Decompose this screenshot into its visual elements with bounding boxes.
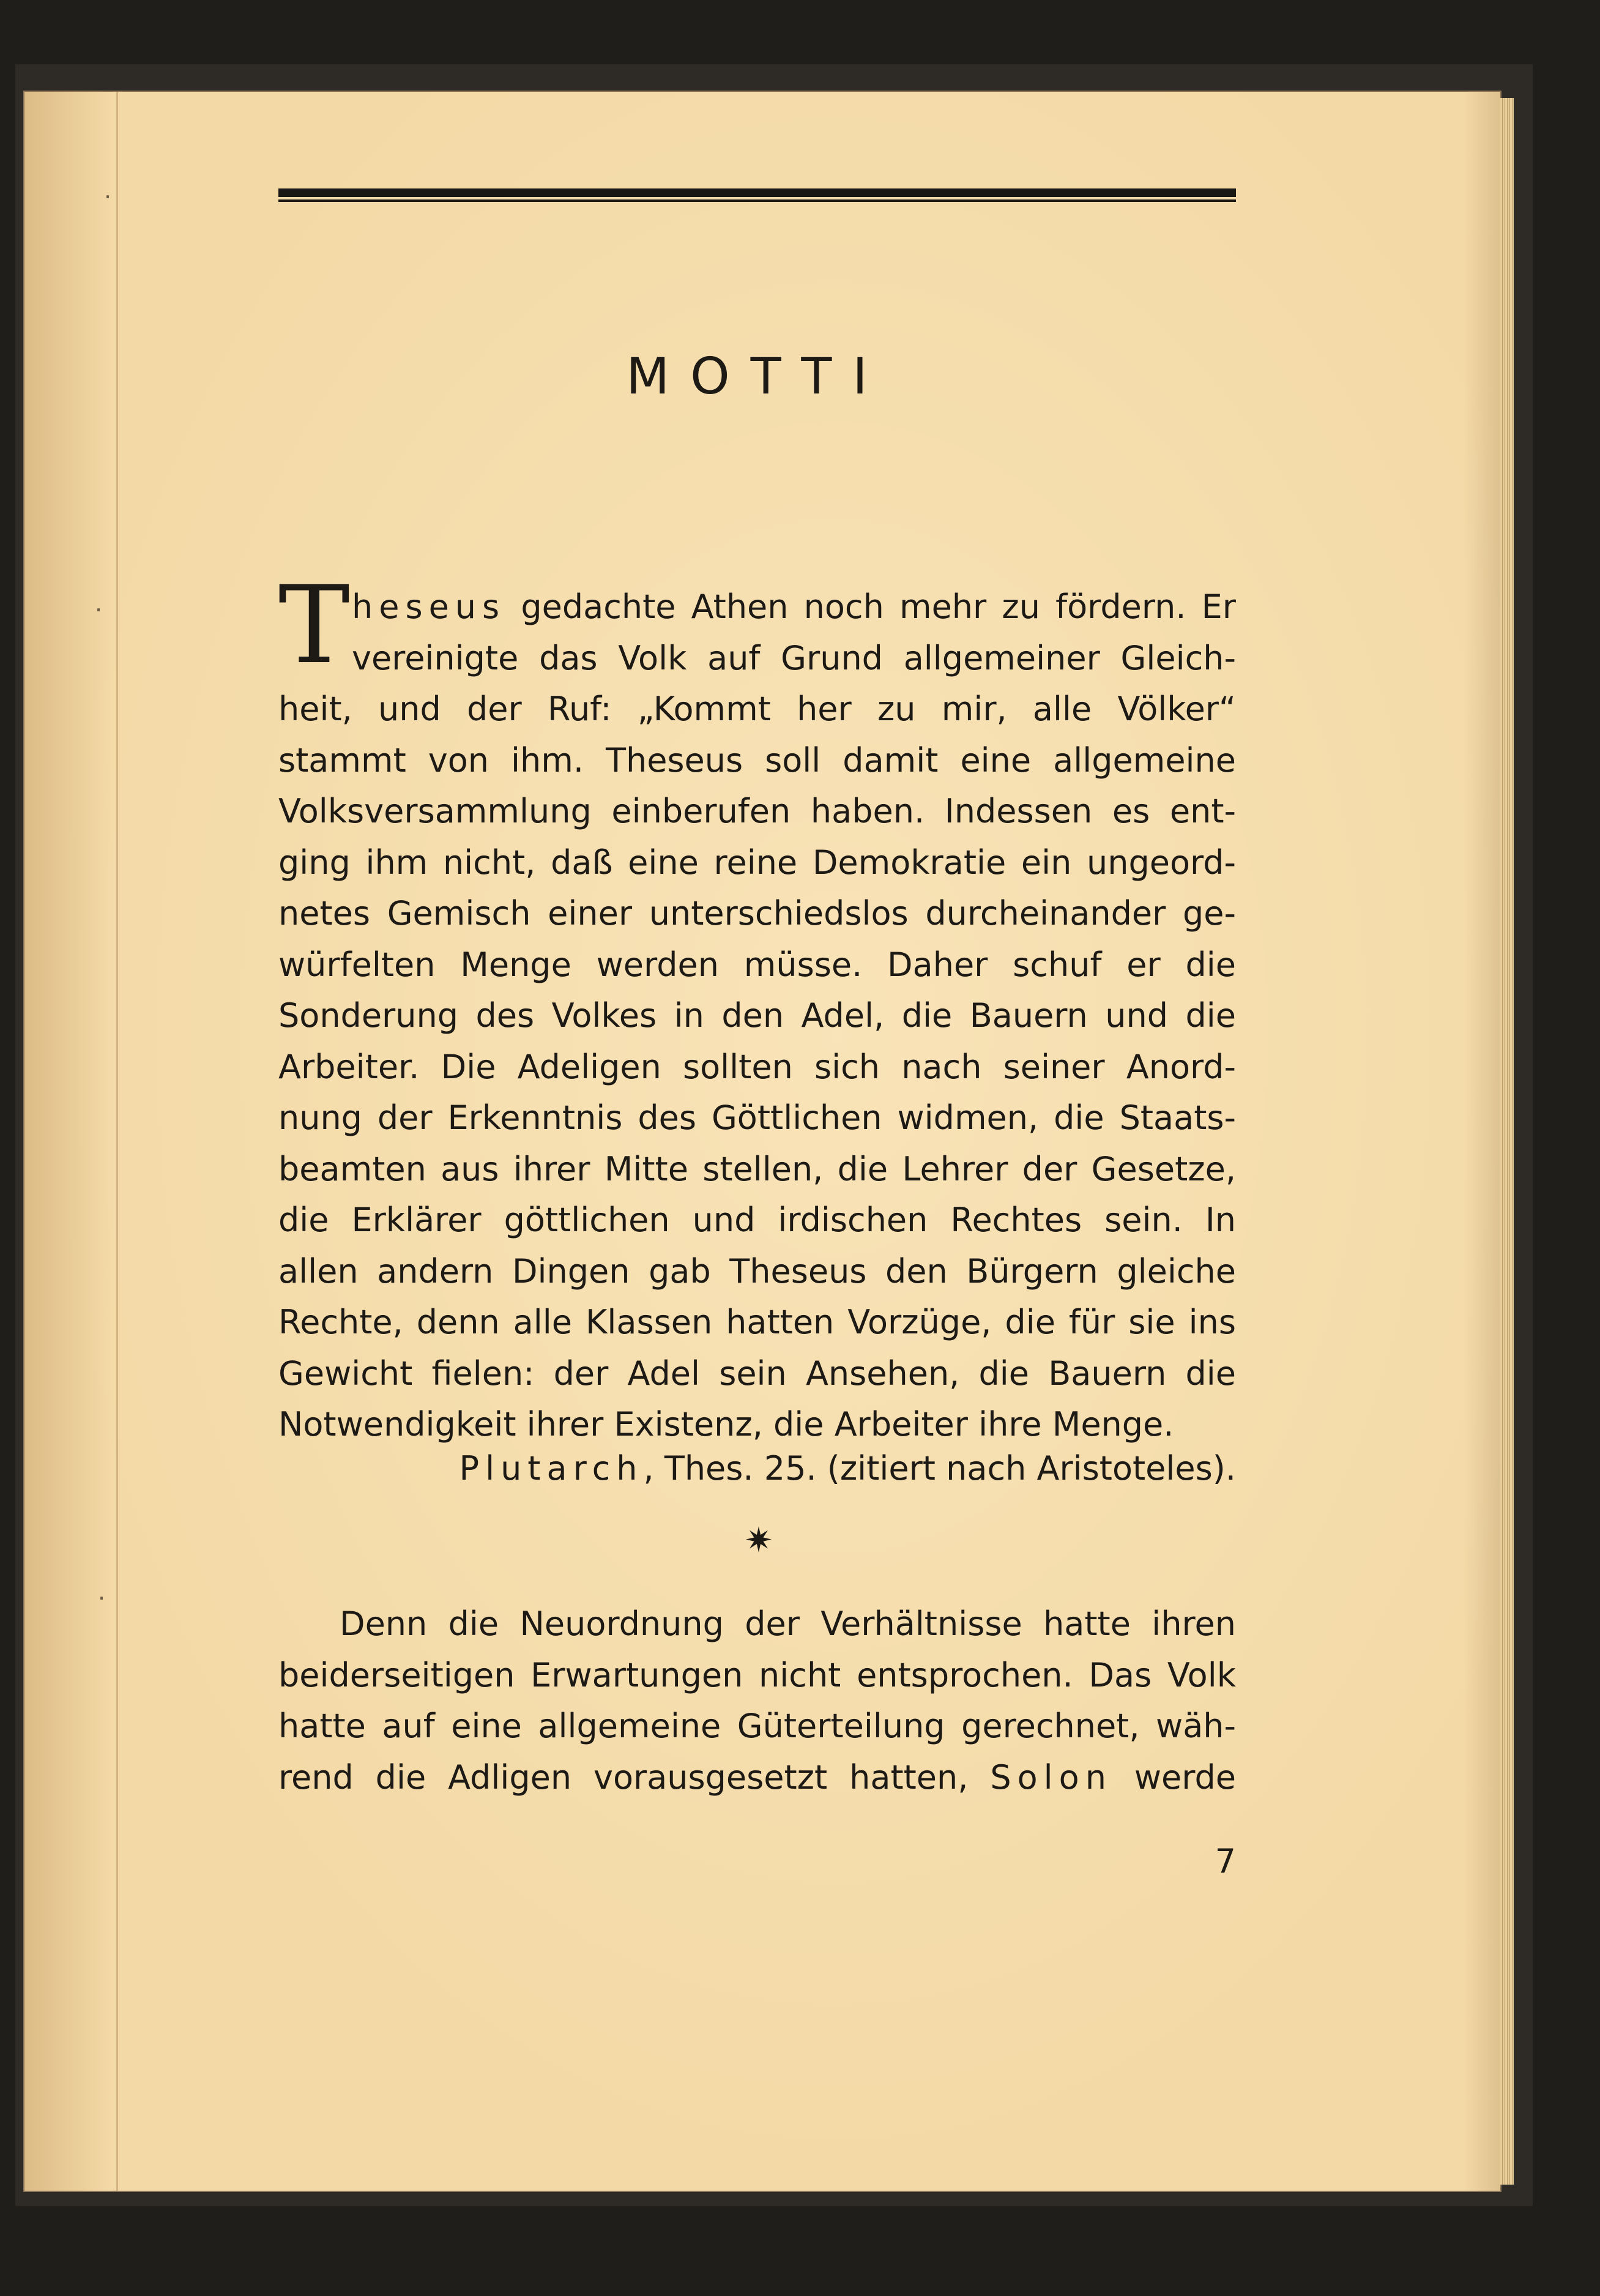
gutter-fold [116,92,118,2191]
rule-thin [278,199,1236,202]
text-line: ging ihm nicht, daß eine reine Demokratie ein ungeord- [278,843,1236,882]
text-line [278,1752,1236,1803]
page-title: MOTTI [626,348,888,406]
spaced-word: heseus [352,587,506,626]
quote-solon [278,1598,1236,1803]
text-line: beamten aus ihrer Mitte stellen, die Lehrer der Gesetze, [278,1149,1236,1188]
line-text: rend die Adligen vorausgesetzt hatten, [278,1757,969,1797]
text-line: Denn die Neuordnung der Verhältnisse hatte ihren [340,1605,1236,1643]
margin-mark: · [95,597,103,624]
text-line: Rechte, denn alle Klassen hatten Vorzüge, die für sie ins [278,1303,1236,1341]
spaced-name: Solon [990,1757,1112,1797]
text-line: heit, und der Ruf: „Kommt her zu mir, alle Völker“ [278,690,1236,728]
rule-thick [278,188,1236,197]
star-separator-icon: ✷ [744,1521,773,1560]
text-line: Sonderung des Volkes in den Adel, die Bauern und die [278,996,1236,1035]
text-line: würfelten Menge werden müsse. Daher schuf er die [278,945,1236,984]
text-line: nung der Erkenntnis des Göttlichen widmen, die Staats- [278,1098,1236,1137]
attribution [278,1443,1236,1494]
margin-mark: · [104,184,112,211]
line-text: gedachte Athen noch mehr zu fördern. Er [521,587,1236,626]
attribution-author: Plutarch [459,1449,644,1488]
quote-theseus [278,581,1236,1450]
text-line: beiderseitigen Erwartungen nicht entsprochen. Das Volk [278,1655,1236,1694]
text-line: Volksversammlung einberufen haben. Indessen es ent- [278,792,1236,830]
text-line: stammt von ihm. Theseus soll damit eine allgemeine [278,740,1236,780]
page-number: 7 [1215,1842,1236,1880]
top-double-rule [278,188,1236,203]
text-line: die Erklärer göttlichen und irdischen Rechtes sein. In [278,1201,1236,1239]
text-line [278,581,1236,633]
attribution-source: , Thes. 25. (zitiert nach Aristoteles). [643,1449,1236,1488]
page-stack-edge [1500,98,1514,2185]
drop-cap: T [278,564,350,688]
text-line: Notwendigkeit ihrer Existenz, die Arbeiter ihre Menge. [278,1405,1174,1444]
margin-mark: · [98,1585,106,1612]
text-line: Gewicht fielen: der Adel sein Ansehen, die Bauern die [278,1354,1236,1393]
text-line: vereinigte das Volk auf Grund allgemeiner Gleich- [352,638,1236,677]
text-line: allen andern Dingen gab Theseus den Bürgern gleiche [278,1251,1236,1291]
text-line: netes Gemisch einer unterschiedslos durcheinander ge- [278,894,1236,933]
text-line: Arbeiter. Die Adeligen sollten sich nach seiner Anord- [278,1047,1236,1086]
line-tail: werde [1134,1757,1237,1797]
text-line: hatte auf eine allgemeine Güterteilung gerechnet, wäh- [278,1707,1236,1745]
